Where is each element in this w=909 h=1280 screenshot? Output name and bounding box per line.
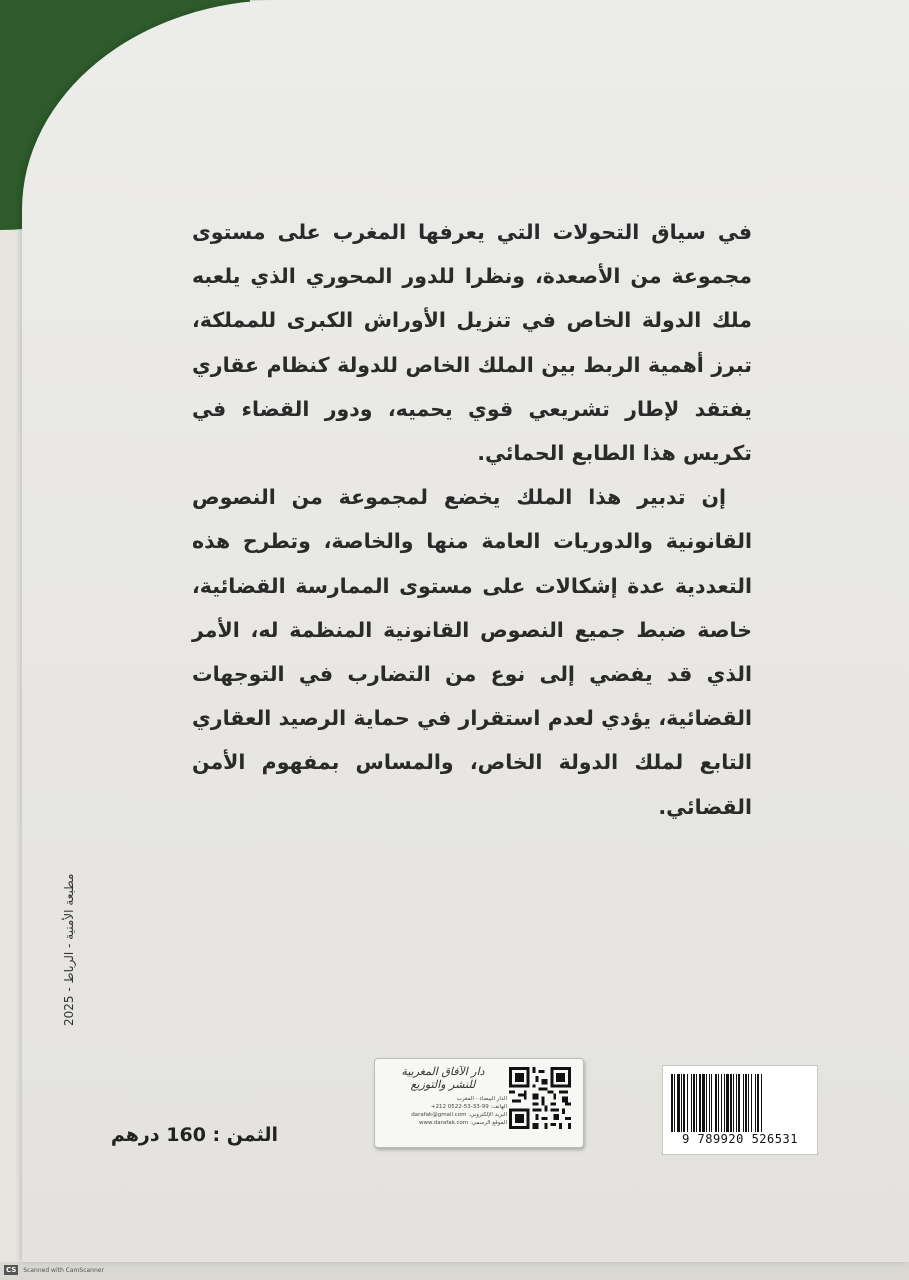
publisher-email: البريد الإلكتروني: darafak@gmail.com (411, 1112, 507, 1118)
publisher-name-line2: للنشر والتوزيع (410, 1078, 476, 1091)
publisher-contact (379, 1095, 507, 1127)
isbn-number: 9 789920 526531 (682, 1132, 798, 1146)
publisher-website: الموقع الرسمي: www.darafak.com (419, 1120, 507, 1126)
qr-code-icon (509, 1067, 571, 1129)
blurb-text (192, 210, 752, 829)
printer-imprint: مطبعة الأمنية - الرباط - 2025 (62, 873, 76, 1027)
barcode-icon (671, 1074, 809, 1132)
scanner-watermark-text: Scanned with CamScanner (23, 1267, 104, 1274)
publisher-name-line1: دار الآفاق المغربية (401, 1065, 485, 1078)
publisher-name (381, 1065, 505, 1091)
isbn-barcode (662, 1065, 818, 1155)
scanner-watermark (4, 1263, 204, 1279)
camscanner-logo-icon: CS (6, 1266, 17, 1274)
blurb-paragraph-2: إن تدبير هذا الملك يخضع لمجموعة من النصوص القانونية والدوريات العامة منها والخاصة، وتطرح هذه التعددية عدة إشكالات على مستوى الممارسة القضائية، خاصة ضبط جميع النصوص القانونية المنظمة له، الأمر الذي قد يفضي إلى نوع من التضارب في التوجهات القضائية، يؤدي لعدم استقرار في حماية الرصيد العقاري التابع لملك الدولة الخاص، والمساس بمفهوم الأمن القضائي. (192, 485, 752, 819)
publisher-phone: الهاتف: 99-33-53-0522 212+ (430, 1104, 507, 1110)
blurb-paragraph-1: في سياق التحولات التي يعرفها المغرب على مستوى مجموعة من الأصعدة، ونظرا للدور المحوري الذي يلعبه ملك الدولة الخاص في تنزيل الأوراش الكبرى للمملكة، تبرز أهمية الربط بين الملك الخاص للدولة كنظام عقاري يفتقد لإطار تشريعي قوي يحميه، ودور القضاء في تكريس هذا الطابع الحمائي. (192, 220, 752, 466)
publisher-address: الدار البيضاء - المغرب (456, 1096, 507, 1102)
price-label: الثمن : 160 درهم (110, 1124, 278, 1146)
publisher-card (374, 1058, 584, 1148)
